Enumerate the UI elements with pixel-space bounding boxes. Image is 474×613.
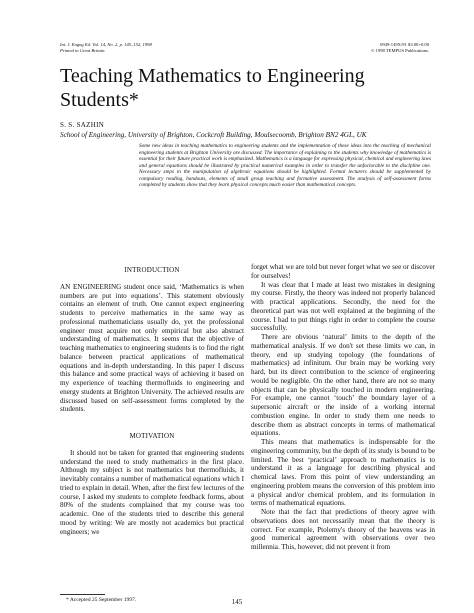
journal-header xyxy=(60,42,152,53)
introduction-paragraph: AN ENGINEERING student once said, ‘Mathematics is when numbers are put into equations’. This statement obviously contains an element of truth. One cannot expect engineering students to perceive mathematics in the same way as professional mathematicians usually do, yet the professional engineer must acquire not only empirical but also abstract understanding of mathematics. It seems that the objective of teaching mathematics to engineering students is to find the right balance between practical applications of mathematical equations and in-depth understanding. In this paper I discuss this balance and some practical ways of achieving it based on my experience of teaching thermofluids to engineering and energy students at Brighton University. The achieved results are discussed based on self-assessment forms completed by the students. xyxy=(60,282,244,414)
right-paragraph-5: Note that the fact that predictions of theory agree with observations does not necessarily mean that the theory is correct. For example, Ptolemy's theory of the heavens was in good numerical agreement with observations over two millennia. This, however, did not prevent it from xyxy=(251,508,435,551)
page-number: 145 xyxy=(231,598,243,606)
journal-citation: Int. J. Engng Ed. Vol. 14, No. 2, p. 145–152, 1998 xyxy=(60,42,152,47)
abstract: Some new ideas in teaching mathematics to engineering students and the implementation of these ideas into the teaching of mechanical engineering students at Brighton University are discussed. The importance of explaining to the students why knowledge of mathematics is essential for their future practical work is emphasized. Mathematics is a language for expressing physical, chemical and engineering laws and general equations should be illustrated by practical numerical examples in order to transfer the unfaclorable to the disclpline one. Necessary steps in the manipulation of algebraic equations should be highlighted. Formal lecturers should be supplemented by compulsory reading, handouts, elements of small group teaching and formative assessment. The analysis of self-assessment forms completed by students show that they learn physical concepts much easier than mathematical concepts. xyxy=(139,143,431,188)
paper-title: Teaching Mathematics to Engineering Students* xyxy=(60,65,365,111)
section-heading-motivation: MOTIVATION xyxy=(129,432,175,440)
footnote-divider xyxy=(60,594,105,595)
footnote: * Accepted 25 September 1997. xyxy=(66,597,137,603)
affiliation: School of Engineering, University of Brighton, Cockcroft Building, Moulsecoomb, Brighton BN2 4GL, UK xyxy=(60,131,367,139)
right-paragraph-4: This means that mathematics is indispensable for the engineering community, but the depth of its study is bound to be limited. The best ‘practical’ approach to mathematics is to understand it as a language for describing physical and chemical laws. From this point of view understanding an engineering problem means the conversion of this problem into a physical and/or chemical problem, and its formulation in terms of mathematical equations. xyxy=(251,438,435,508)
publisher: © 1998 TEMPUS Publications. xyxy=(370,47,429,53)
right-paragraph-3: There are obvious ‘natural’ limits to the depth of the mathematical analysis. If we don't set these limits we can, in theory, end up studying topology (the foundations of mathematics) ad infinitum. Our brain may be working very hard, but its direct contribution to the science of engineering would be negligible. On the other hand, there are not so many objects that can be physically touched in modern engineering. For example, one cannot ‘touch’ the boundary layer of a supersonic aircraft or the inside of a working internal combustion engine. In order to study them one needs to describe them as abstract concepts in terms of mathematical equations. xyxy=(251,333,435,438)
printed-in: Printed in Great Britain. xyxy=(60,47,106,53)
author-line: S. S. SAZHIN xyxy=(60,121,105,129)
right-paragraph-1: forget what we are told but never forget what we see or discover for ourselves! xyxy=(251,263,435,280)
section-heading-introduction: INTRODUCTION xyxy=(124,266,180,274)
left-column xyxy=(60,266,244,536)
motivation-paragraph: It should not be taken for granted that engineering students understand the need to study mathematics in the first place. Although my subject is not mathematics but thermofluids, it inevitably contains a number of mathematical equations which I tried to explain in detail. When, after the first few lectures of the course, I asked my students to complete feedback forms, about 80% of the students complained that my course was too academic. One of the students tried to describe this general mood by writing: We are mostly not academics but practical engineers; we xyxy=(60,448,244,536)
publisher-header xyxy=(371,42,429,53)
right-paragraph-2: It was clear that I made at least two mistakes in designing my course. Firstly, the theory was indeed not properly balanced with practical applications. Secondly, the need for the theoretical part was not well explained at the beginning of the course. I had to put things right in order to complete the course successfully. xyxy=(251,280,435,333)
issn: 0949-149X/91 $3.00+0.00 xyxy=(380,42,429,47)
right-column xyxy=(251,263,435,552)
